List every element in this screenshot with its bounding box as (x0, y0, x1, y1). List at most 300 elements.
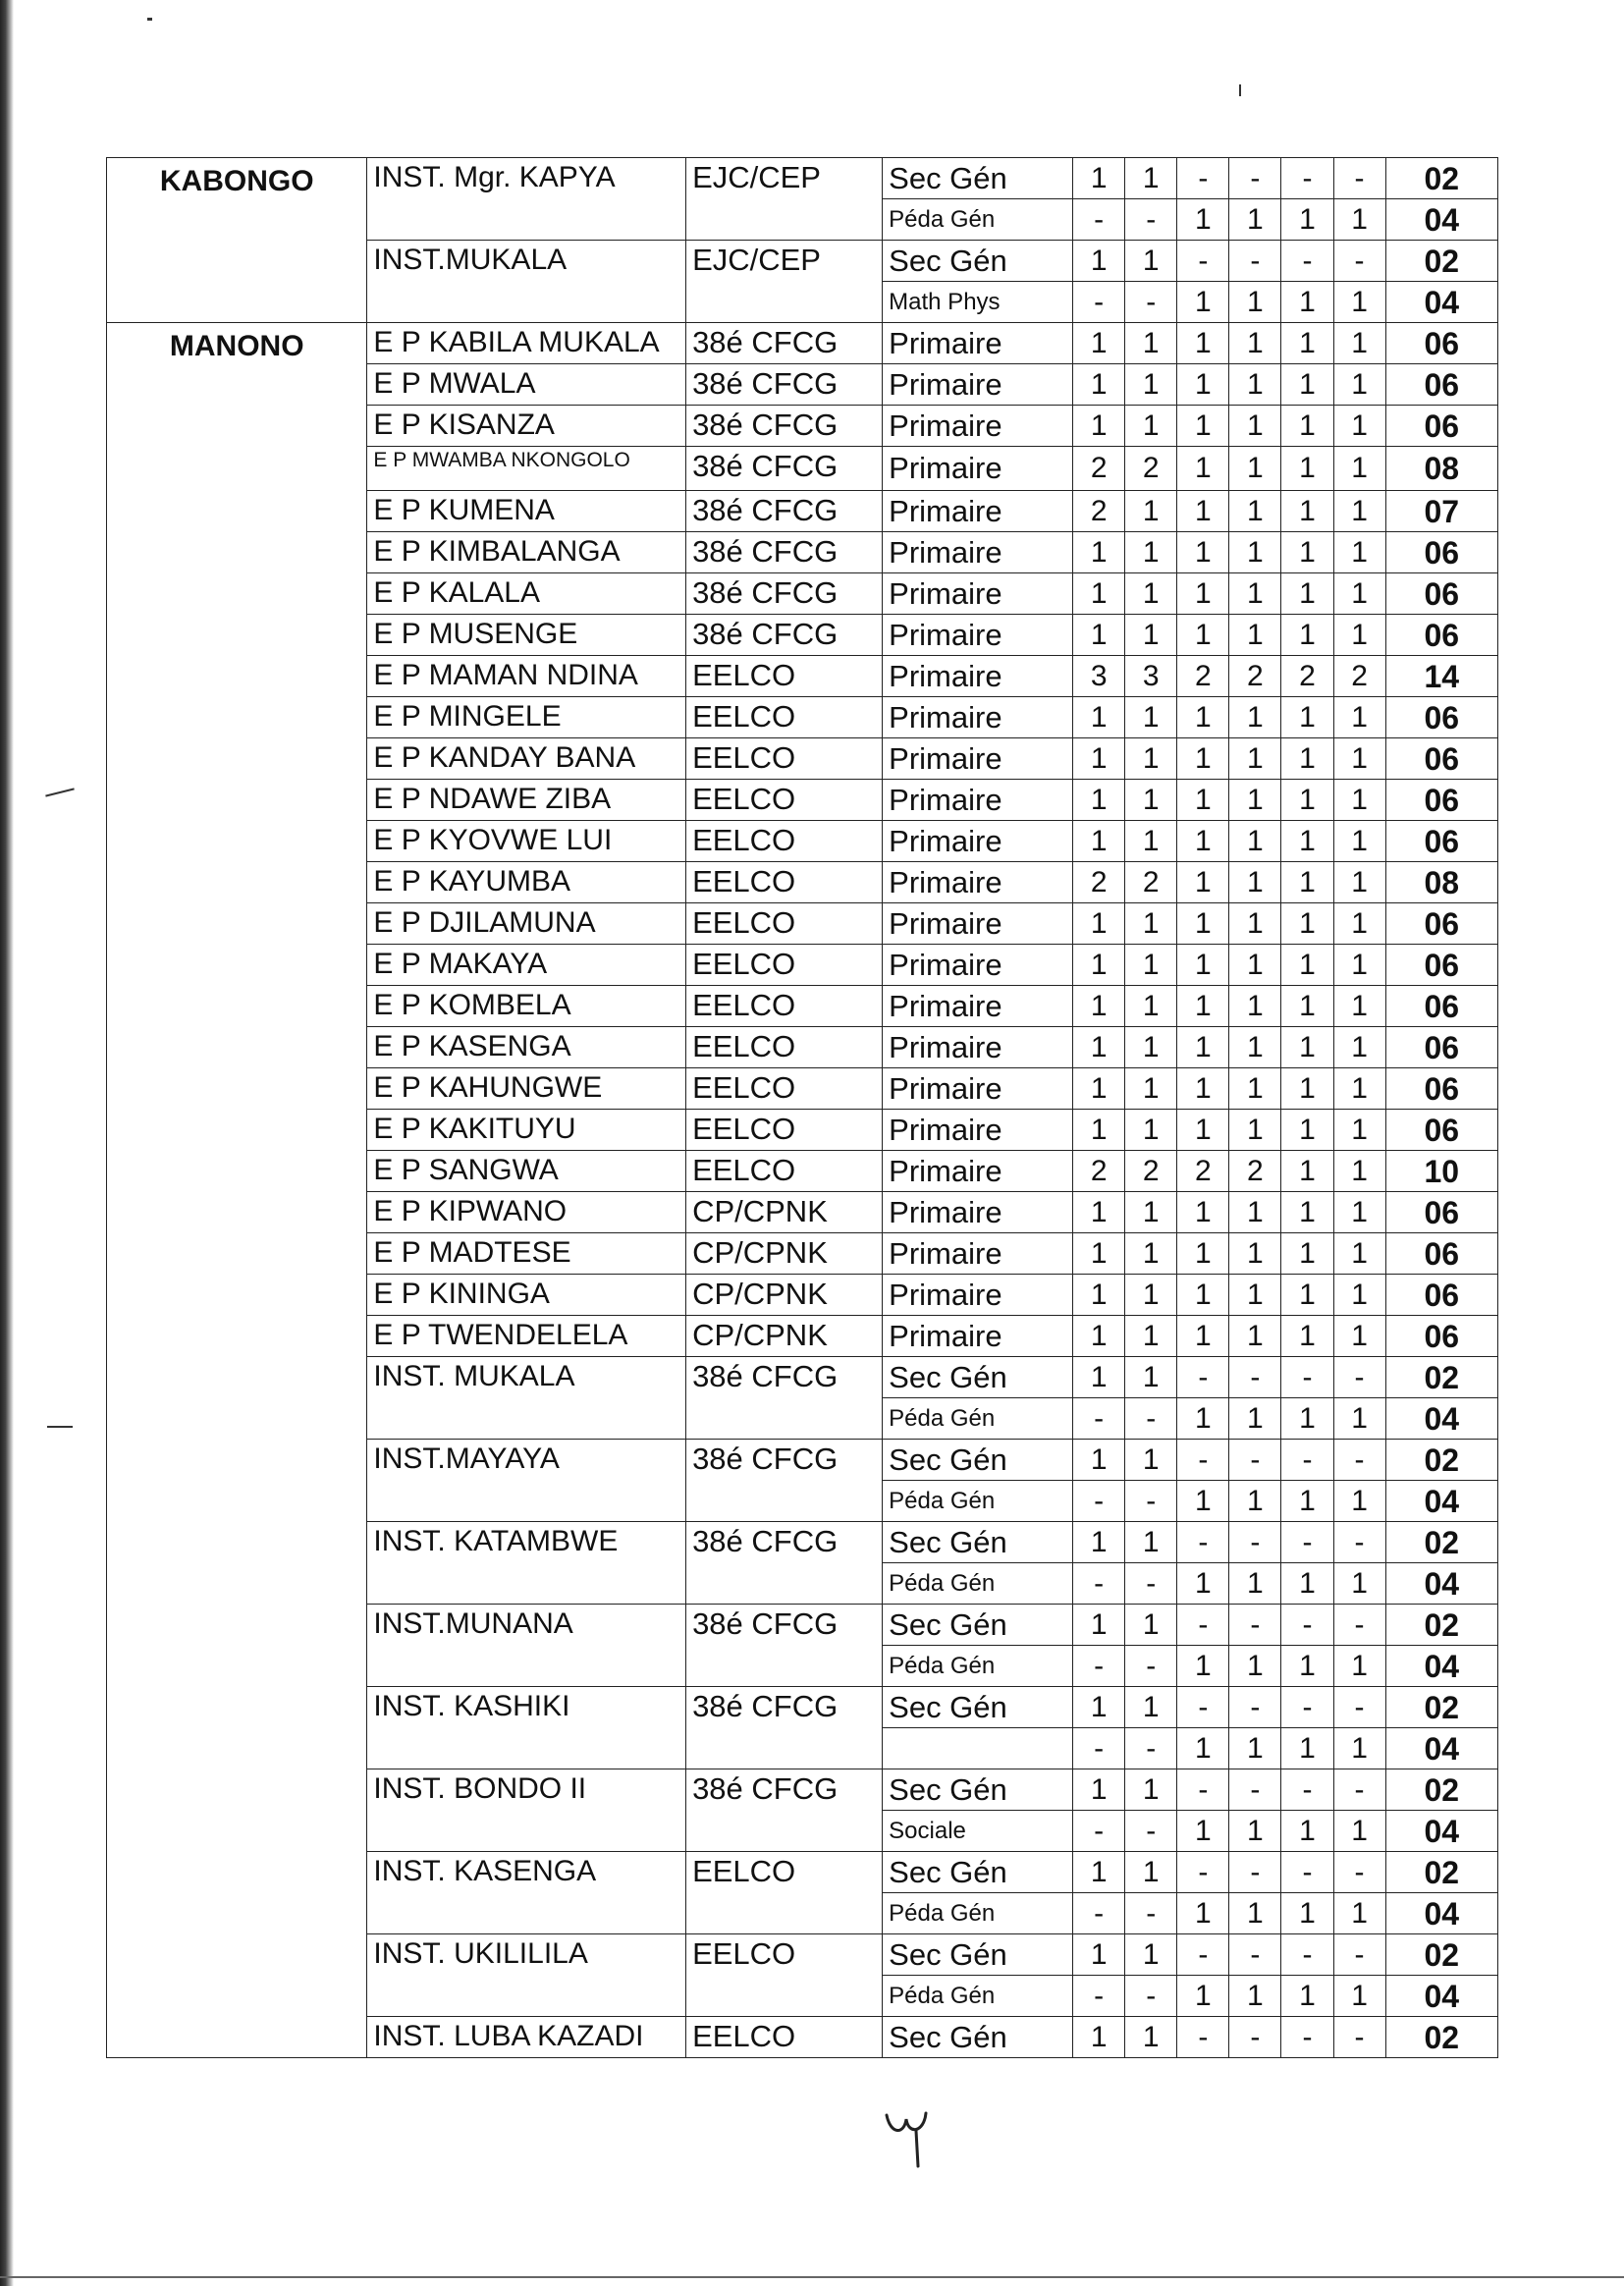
section-cell: Péda Gén (883, 1646, 1073, 1687)
section-cell: Sec Gén (883, 2017, 1073, 2058)
total-cell: 10 (1385, 1151, 1497, 1192)
count-cell: 1 (1333, 1976, 1385, 2017)
school-name-cell: E P MWALA (367, 364, 686, 406)
section-cell: Primaire (883, 573, 1073, 615)
count-cell: 1 (1073, 1027, 1125, 1068)
count-cell: 1 (1281, 821, 1333, 862)
school-name-cell: INST.MAYAYA (367, 1440, 686, 1522)
count-cell: 1 (1281, 1728, 1333, 1769)
count-cell: - (1229, 2017, 1281, 2058)
count-cell: 2 (1073, 491, 1125, 532)
count-cell: 1 (1333, 615, 1385, 656)
organization-cell: CP/CPNK (686, 1275, 883, 1316)
count-cell: 1 (1177, 738, 1229, 780)
total-cell: 06 (1385, 1233, 1497, 1275)
section-cell: Primaire (883, 821, 1073, 862)
count-cell: 1 (1177, 1481, 1229, 1522)
count-cell: 1 (1333, 738, 1385, 780)
count-cell: 1 (1073, 945, 1125, 986)
total-cell: 06 (1385, 1068, 1497, 1110)
count-cell: 1 (1073, 532, 1125, 573)
organization-cell: 38é CFCG (686, 1522, 883, 1605)
count-cell: - (1177, 241, 1229, 282)
count-cell: 1 (1333, 780, 1385, 821)
count-cell: 1 (1125, 1522, 1177, 1563)
count-cell: 1 (1125, 2017, 1177, 2058)
count-cell: - (1333, 1852, 1385, 1893)
count-cell: - (1073, 1481, 1125, 1522)
count-cell: 1 (1177, 945, 1229, 986)
count-cell: 1 (1281, 862, 1333, 903)
school-name-cell: E P DJILAMUNA (367, 903, 686, 945)
count-cell: 1 (1281, 945, 1333, 986)
school-name-cell: INST.MUKALA (367, 241, 686, 323)
count-cell: 1 (1229, 406, 1281, 447)
count-cell: 1 (1073, 821, 1125, 862)
count-cell: 2 (1229, 1151, 1281, 1192)
count-cell: - (1229, 1687, 1281, 1728)
organization-cell: EELCO (686, 986, 883, 1027)
count-cell: - (1333, 158, 1385, 199)
school-name-cell: INST. KASHIKI (367, 1687, 686, 1769)
total-cell: 06 (1385, 1275, 1497, 1316)
count-cell: 1 (1073, 158, 1125, 199)
count-cell: - (1281, 1440, 1333, 1481)
count-cell: - (1177, 1852, 1229, 1893)
count-cell: 1 (1229, 1811, 1281, 1852)
count-cell: 1 (1333, 1151, 1385, 1192)
count-cell: 1 (1177, 406, 1229, 447)
total-cell: 06 (1385, 738, 1497, 780)
count-cell: 1 (1333, 532, 1385, 573)
count-cell: - (1177, 1769, 1229, 1811)
count-cell: 1 (1229, 615, 1281, 656)
count-cell: 1 (1125, 1852, 1177, 1893)
count-cell: 2 (1073, 862, 1125, 903)
count-cell: 2 (1073, 1151, 1125, 1192)
count-cell: - (1333, 1934, 1385, 1976)
allocation-table (106, 157, 1498, 2058)
count-cell: 1 (1177, 447, 1229, 491)
count-cell: 1 (1281, 738, 1333, 780)
count-cell: 1 (1177, 1068, 1229, 1110)
count-cell: 1 (1229, 1068, 1281, 1110)
total-cell: 04 (1385, 1481, 1497, 1522)
count-cell: 1 (1229, 903, 1281, 945)
organization-cell: 38é CFCG (686, 532, 883, 573)
territory-cell: KABONGO (107, 158, 367, 323)
section-cell: Primaire (883, 903, 1073, 945)
count-cell: 1 (1125, 323, 1177, 364)
count-cell: 1 (1281, 1893, 1333, 1934)
count-cell: 1 (1177, 1110, 1229, 1151)
section-cell: Sec Gén (883, 1522, 1073, 1563)
count-cell: 1 (1229, 282, 1281, 323)
page-number-text: 4 (930, 2123, 931, 2124)
count-cell: 1 (1125, 780, 1177, 821)
count-cell: 1 (1281, 364, 1333, 406)
count-cell: 1 (1125, 1769, 1177, 1811)
count-cell: 1 (1281, 1110, 1333, 1151)
count-cell: 1 (1177, 573, 1229, 615)
total-cell: 02 (1385, 158, 1497, 199)
count-cell: 1 (1281, 1646, 1333, 1687)
count-cell: 1 (1281, 1316, 1333, 1357)
count-cell: 1 (1177, 1233, 1229, 1275)
count-cell: 1 (1333, 1893, 1385, 1934)
organization-cell: 38é CFCG (686, 406, 883, 447)
count-cell: - (1229, 1852, 1281, 1893)
school-name-cell: INST. KASENGA (367, 1852, 686, 1934)
count-cell: 1 (1333, 1481, 1385, 1522)
count-cell: 1 (1177, 903, 1229, 945)
section-cell (883, 1728, 1073, 1769)
count-cell: 1 (1229, 364, 1281, 406)
count-cell: 1 (1125, 1316, 1177, 1357)
section-cell: Péda Gén (883, 1893, 1073, 1934)
organization-cell: EELCO (686, 738, 883, 780)
count-cell: 1 (1073, 1275, 1125, 1316)
school-name-cell: INST. LUBA KAZADI (367, 2017, 686, 2058)
count-cell: 1 (1177, 1646, 1229, 1687)
count-cell: 1 (1281, 491, 1333, 532)
count-cell: 1 (1229, 738, 1281, 780)
count-cell: - (1229, 1769, 1281, 1811)
total-cell: 06 (1385, 615, 1497, 656)
section-cell: Primaire (883, 1233, 1073, 1275)
school-name-cell: E P MUSENGE (367, 615, 686, 656)
count-cell: 1 (1333, 903, 1385, 945)
count-cell: - (1333, 1605, 1385, 1646)
count-cell: - (1281, 1769, 1333, 1811)
count-cell: 1 (1229, 821, 1281, 862)
count-cell: 1 (1333, 323, 1385, 364)
count-cell: 1 (1177, 199, 1229, 241)
count-cell: - (1281, 1357, 1333, 1398)
count-cell: 1 (1229, 1275, 1281, 1316)
count-cell: 1 (1125, 1233, 1177, 1275)
count-cell: 1 (1125, 945, 1177, 986)
count-cell: 1 (1281, 573, 1333, 615)
count-cell: - (1177, 1357, 1229, 1398)
count-cell: - (1177, 1605, 1229, 1646)
section-cell: Péda Gén (883, 1398, 1073, 1440)
count-cell: 1 (1229, 780, 1281, 821)
allocation-table-body (107, 158, 1498, 2058)
total-cell: 04 (1385, 282, 1497, 323)
organization-cell: CP/CPNK (686, 1192, 883, 1233)
section-cell: Primaire (883, 697, 1073, 738)
count-cell: - (1177, 1522, 1229, 1563)
count-cell: - (1229, 1522, 1281, 1563)
count-cell: 1 (1281, 903, 1333, 945)
count-cell: 1 (1177, 491, 1229, 532)
count-cell: 1 (1073, 1357, 1125, 1398)
count-cell: 1 (1125, 615, 1177, 656)
count-cell: 1 (1073, 1852, 1125, 1893)
count-cell: 1 (1229, 1646, 1281, 1687)
organization-cell: 38é CFCG (686, 1687, 883, 1769)
count-cell: 1 (1229, 862, 1281, 903)
school-name-cell: INST. UKILILILA (367, 1934, 686, 2017)
count-cell: 1 (1177, 1728, 1229, 1769)
section-cell: Primaire (883, 447, 1073, 491)
count-cell: 1 (1073, 903, 1125, 945)
count-cell: 1 (1333, 1110, 1385, 1151)
count-cell: 1 (1125, 738, 1177, 780)
count-cell: - (1177, 1687, 1229, 1728)
section-cell: Primaire (883, 1068, 1073, 1110)
organization-cell: EELCO (686, 903, 883, 945)
count-cell: 1 (1229, 986, 1281, 1027)
total-cell: 04 (1385, 1893, 1497, 1934)
count-cell: - (1229, 1934, 1281, 1976)
organization-cell: EELCO (686, 1068, 883, 1110)
section-cell: Primaire (883, 1110, 1073, 1151)
count-cell: 1 (1333, 1563, 1385, 1605)
school-name-cell: E P KAHUNGWE (367, 1068, 686, 1110)
count-cell: 1 (1333, 862, 1385, 903)
count-cell: - (1125, 1563, 1177, 1605)
count-cell: - (1281, 241, 1333, 282)
count-cell: - (1281, 1687, 1333, 1728)
organization-cell: CP/CPNK (686, 1316, 883, 1357)
count-cell: 1 (1177, 1316, 1229, 1357)
count-cell: 1 (1177, 364, 1229, 406)
school-name-cell: E P MADTESE (367, 1233, 686, 1275)
count-cell: - (1281, 1852, 1333, 1893)
count-cell: - (1177, 1440, 1229, 1481)
count-cell: 1 (1333, 447, 1385, 491)
count-cell: 1 (1333, 1728, 1385, 1769)
count-cell: 1 (1229, 1893, 1281, 1934)
count-cell: 1 (1333, 1027, 1385, 1068)
count-cell: 1 (1125, 986, 1177, 1027)
total-cell: 06 (1385, 323, 1497, 364)
scan-speck (45, 788, 75, 796)
scan-speck (147, 18, 152, 21)
count-cell: 1 (1333, 1068, 1385, 1110)
count-cell: 2 (1177, 1151, 1229, 1192)
count-cell: 1 (1333, 986, 1385, 1027)
count-cell: 1 (1281, 1398, 1333, 1440)
count-cell: 1 (1073, 1769, 1125, 1811)
count-cell: 1 (1073, 1316, 1125, 1357)
organization-cell: 38é CFCG (686, 1769, 883, 1852)
count-cell: - (1073, 1646, 1125, 1687)
total-cell: 14 (1385, 656, 1497, 697)
organization-cell: 38é CFCG (686, 615, 883, 656)
section-cell: Péda Gén (883, 199, 1073, 241)
count-cell: 1 (1125, 1934, 1177, 1976)
count-cell: 1 (1333, 282, 1385, 323)
total-cell: 06 (1385, 1027, 1497, 1068)
count-cell: 1 (1073, 406, 1125, 447)
territory-cell: MANONO (107, 323, 367, 2058)
total-cell: 04 (1385, 1976, 1497, 2017)
count-cell: 1 (1281, 323, 1333, 364)
section-cell: Sec Gén (883, 1440, 1073, 1481)
page-number (879, 2101, 938, 2170)
total-cell: 08 (1385, 862, 1497, 903)
count-cell: 1 (1281, 986, 1333, 1027)
count-cell: 1 (1073, 1934, 1125, 1976)
count-cell: - (1281, 2017, 1333, 2058)
count-cell: 1 (1281, 1068, 1333, 1110)
count-cell: 2 (1333, 656, 1385, 697)
count-cell: 1 (1125, 1110, 1177, 1151)
total-cell: 06 (1385, 406, 1497, 447)
total-cell: 06 (1385, 1110, 1497, 1151)
count-cell: - (1073, 199, 1125, 241)
organization-cell: EELCO (686, 780, 883, 821)
table-row (107, 158, 1498, 199)
section-cell: Sec Gén (883, 241, 1073, 282)
count-cell: 1 (1177, 1563, 1229, 1605)
count-cell: 1 (1333, 1192, 1385, 1233)
count-cell: 1 (1177, 821, 1229, 862)
school-name-cell: E P KOMBELA (367, 986, 686, 1027)
count-cell: - (1073, 1976, 1125, 2017)
school-name-cell: E P KAKITUYU (367, 1110, 686, 1151)
school-name-cell: E P SANGWA (367, 1151, 686, 1192)
count-cell: - (1125, 1811, 1177, 1852)
school-name-cell: E P MAKAYA (367, 945, 686, 986)
count-cell: 1 (1281, 1275, 1333, 1316)
count-cell: 1 (1073, 986, 1125, 1027)
count-cell: - (1125, 1481, 1177, 1522)
count-cell: 1 (1229, 573, 1281, 615)
total-cell: 04 (1385, 199, 1497, 241)
count-cell: - (1229, 1357, 1281, 1398)
count-cell: 1 (1073, 780, 1125, 821)
count-cell: 1 (1229, 1728, 1281, 1769)
count-cell: 1 (1073, 1192, 1125, 1233)
count-cell: 1 (1333, 1275, 1385, 1316)
count-cell: 1 (1125, 573, 1177, 615)
organization-cell: EELCO (686, 1852, 883, 1934)
total-cell: 06 (1385, 573, 1497, 615)
count-cell: 1 (1125, 1192, 1177, 1233)
scan-edge-shadow (0, 0, 14, 2286)
count-cell: 1 (1229, 1027, 1281, 1068)
count-cell: 2 (1125, 447, 1177, 491)
count-cell: - (1125, 1728, 1177, 1769)
total-cell: 04 (1385, 1563, 1497, 1605)
section-cell: Sociale (883, 1811, 1073, 1852)
count-cell: 1 (1229, 1233, 1281, 1275)
count-cell: 1 (1073, 364, 1125, 406)
count-cell: 2 (1177, 656, 1229, 697)
section-cell: Primaire (883, 532, 1073, 573)
count-cell: 3 (1073, 656, 1125, 697)
section-cell: Math Phys (883, 282, 1073, 323)
count-cell: 1 (1333, 1646, 1385, 1687)
count-cell: 1 (1333, 491, 1385, 532)
count-cell: 1 (1281, 1192, 1333, 1233)
organization-cell: EELCO (686, 697, 883, 738)
count-cell: 1 (1125, 697, 1177, 738)
count-cell: 1 (1177, 1192, 1229, 1233)
total-cell: 02 (1385, 1769, 1497, 1811)
count-cell: - (1073, 1893, 1125, 1934)
total-cell: 02 (1385, 1522, 1497, 1563)
count-cell: 1 (1281, 780, 1333, 821)
section-cell: Sec Gén (883, 1934, 1073, 1976)
count-cell: 1 (1281, 697, 1333, 738)
school-name-cell: INST. KATAMBWE (367, 1522, 686, 1605)
total-cell: 02 (1385, 1357, 1497, 1398)
section-cell: Sec Gén (883, 1605, 1073, 1646)
count-cell: - (1333, 2017, 1385, 2058)
count-cell: - (1229, 158, 1281, 199)
count-cell: 1 (1073, 615, 1125, 656)
scan-speck (1239, 84, 1241, 96)
count-cell: - (1333, 241, 1385, 282)
count-cell: 1 (1281, 1563, 1333, 1605)
school-name-cell: E P KUMENA (367, 491, 686, 532)
organization-cell: 38é CFCG (686, 1440, 883, 1522)
count-cell: - (1125, 1398, 1177, 1440)
count-cell: 1 (1125, 903, 1177, 945)
organization-cell: 38é CFCG (686, 1605, 883, 1687)
school-name-cell: INST. MUKALA (367, 1357, 686, 1440)
school-name-cell: E P KIMBALANGA (367, 532, 686, 573)
count-cell: 1 (1333, 573, 1385, 615)
count-cell: 1 (1177, 986, 1229, 1027)
count-cell: - (1073, 282, 1125, 323)
school-name-cell: INST.MUNANA (367, 1605, 686, 1687)
school-name-cell: E P KAYUMBA (367, 862, 686, 903)
section-cell: Primaire (883, 323, 1073, 364)
organization-cell: EELCO (686, 1151, 883, 1192)
count-cell: 1 (1281, 615, 1333, 656)
organization-cell: 38é CFCG (686, 364, 883, 406)
organization-cell: CP/CPNK (686, 1233, 883, 1275)
count-cell: - (1177, 158, 1229, 199)
count-cell: 1 (1125, 364, 1177, 406)
count-cell: 1 (1073, 738, 1125, 780)
section-cell: Péda Gén (883, 1563, 1073, 1605)
count-cell: 1 (1281, 199, 1333, 241)
count-cell: 1 (1281, 1481, 1333, 1522)
organization-cell: EELCO (686, 821, 883, 862)
count-cell: 1 (1229, 491, 1281, 532)
organization-cell: EJC/CEP (686, 158, 883, 241)
count-cell: 1 (1125, 1275, 1177, 1316)
count-cell: 1 (1177, 1811, 1229, 1852)
section-cell: Primaire (883, 406, 1073, 447)
organization-cell: EELCO (686, 945, 883, 986)
count-cell: 1 (1333, 364, 1385, 406)
count-cell: - (1125, 1976, 1177, 2017)
count-cell: 1 (1073, 1687, 1125, 1728)
count-cell: 1 (1229, 1481, 1281, 1522)
count-cell: 1 (1073, 1440, 1125, 1481)
count-cell: 1 (1177, 780, 1229, 821)
section-cell: Sec Gén (883, 158, 1073, 199)
count-cell: 1 (1073, 1110, 1125, 1151)
count-cell: 1 (1073, 1233, 1125, 1275)
school-name-cell: E P NDAWE ZIBA (367, 780, 686, 821)
section-cell: Sec Gén (883, 1769, 1073, 1811)
page-bottom-rule (0, 2276, 1624, 2278)
count-cell: 1 (1333, 1811, 1385, 1852)
total-cell: 07 (1385, 491, 1497, 532)
count-cell: - (1229, 1605, 1281, 1646)
count-cell: 3 (1125, 656, 1177, 697)
section-cell: Primaire (883, 738, 1073, 780)
